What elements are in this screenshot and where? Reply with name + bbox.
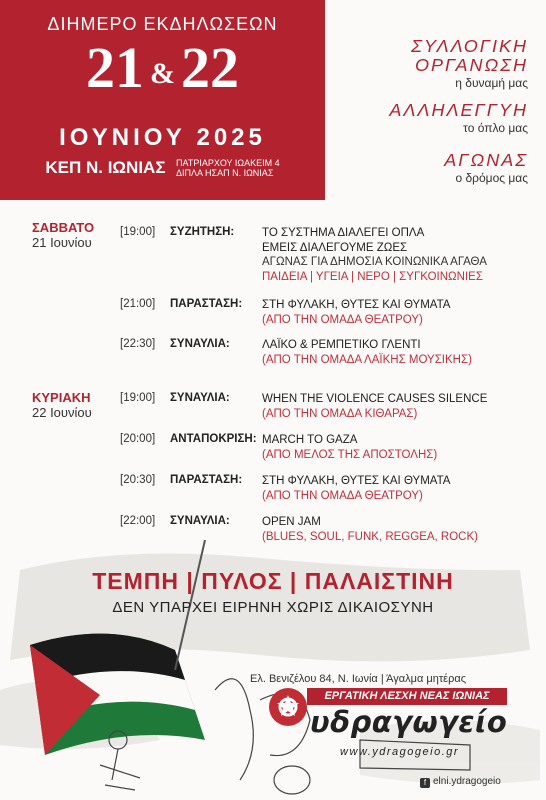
event-description: [262, 338, 472, 367]
event-time: [22:00]: [120, 515, 156, 527]
event-description: [262, 298, 450, 327]
website-link[interactable]: www.ydragogeio.gr: [340, 746, 460, 758]
event-kind: ΑΝΤΑΠΟΚΡΙΣΗ:: [170, 433, 257, 445]
slogan-solidarity: [389, 100, 528, 135]
slogan-struggle-sub: ο δρόμος μας: [455, 171, 528, 185]
date-ampersand: &: [150, 56, 175, 90]
slogan-struggle-title: ΑΓΩΝΑΣ: [444, 150, 528, 170]
event-kind: ΠΑΡΑΣΤΑΣΗ:: [170, 474, 243, 486]
slogan-solidarity-sub: το όπλο μας: [463, 121, 528, 135]
venue-name: ΚΕΠ Ν. ΙΩΝΙΑΣ: [45, 158, 166, 177]
event-kind: ΣΥΝΑΥΛΙΑ:: [170, 515, 230, 527]
club-address: Ελ. Βενιζέλου 84, Ν. Ιωνία | Άγαλμα μητέρας: [250, 673, 467, 685]
slogan-solidarity-title: ΑΛΛΗΛΕΓΓΥΗ: [389, 100, 528, 120]
event-time: [20:00]: [120, 433, 156, 445]
slogan-organization-title-2: ΟΡΓΑΝΩΣΗ: [414, 55, 528, 75]
event-kind: ΣΥΝΑΥΛΙΑ:: [170, 338, 230, 350]
date-day-2: 22: [181, 35, 239, 100]
facebook-handle-text: elni.ydragogeio: [433, 776, 501, 787]
day-date: 22 Ιουνίου: [32, 405, 92, 420]
slogan-struggle: [444, 150, 528, 185]
event-title: ΔΙΗΜΕΡΟ ΕΚΔΗΛΩΣΕΩΝ: [47, 14, 278, 34]
peace-slogan: ΔΕΝ ΥΠΑΡΧΕΙ ΕΙΡΗΝΗ ΧΩΡΙΣ ΔΙΚΑΙΟΣΥΝΗ: [112, 599, 434, 616]
event-kind: ΠΑΡΑΣΤΑΣΗ:: [170, 298, 243, 310]
event-title: ΣΤΗ ΦΥΛΑΚΗ, ΘΥΤΕΣ ΚΑΙ ΘΥΜΑΤΑ: [262, 475, 451, 487]
club-name: ΕΡΓΑΤΙΚΗ ΛΕΣΧΗ ΝΕΑΣ ΙΩΝΙΑΣ: [307, 688, 507, 705]
event-performer: (ΑΠΟ ΤΗΝ ΟΜΑΔΑ ΘΕΑΤΡΟΥ): [262, 489, 423, 502]
event-performer: (ΑΠΟ ΤΗΝ ΟΜΑΔΑ ΚΙΘΑΡΑΣ): [262, 407, 418, 420]
date-day-1: 21: [86, 35, 144, 100]
day-saturday: [32, 220, 94, 250]
day-name: ΣΑΒΒΑΤΟ: [32, 220, 95, 235]
slogan-organization: [411, 36, 528, 90]
brand-logo-text: υδραγωγείο: [310, 705, 508, 739]
event-title: OPEN JAM: [262, 516, 321, 528]
date-banner: [0, 0, 325, 200]
event-title: WHEN THE VIOLENCE CAUSES SILENCE: [262, 393, 488, 405]
event-subtitle: ΑΓΩΝΑΣ ΓΙΑ ΔΗΜΟΣΙΑ ΚΟΙΝΩΝΙΚΑ ΑΓΑΘΑ: [262, 256, 487, 268]
day-name: ΚΥΡΙΑΚΗ: [32, 390, 91, 405]
event-kind: ΣΥΖΗΤΗΣΗ:: [170, 226, 235, 238]
facebook-handle[interactable]: [420, 776, 501, 788]
venue-address: [176, 158, 280, 178]
event-title: ΤΟ ΣΥΣΤΗΜΑ ΔΙΑΛΕΓΕΙ ΟΠΛΑ: [262, 227, 425, 239]
places-slogan: ΤΕΜΠΗ | ΠΥΛΟΣ | ΠΑΛΑΙΣΤΙΝΗ: [92, 568, 454, 594]
slogan-organization-sub: η δυναμή μας: [455, 76, 528, 90]
event-performer: (ΑΠΟ ΜΕΛΟΣ ΤΗΣ ΑΠΟΣΤΟΛΗΣ): [262, 448, 438, 461]
day-date: 21 Ιουνίου: [32, 235, 92, 250]
event-topics: ΠΑΙΔΕΙΑ | ΥΓΕΙΑ | ΝΕΡΟ | ΣΥΓΚΟΙΝΩΝΙΕΣ: [262, 270, 483, 283]
day-sunday: [32, 390, 92, 420]
event-time: [21:00]: [120, 298, 156, 310]
event-performer: (ΑΠΟ ΤΗΝ ΟΜΑΔΑ ΛΑΪΚΗΣ ΜΟΥΣΙΚΗΣ): [262, 353, 472, 366]
event-description: [262, 433, 437, 462]
event-time: [22:30]: [120, 338, 156, 350]
venue-address-line-2: ΔΙΠΛΑ ΗΣΑΠ Ν. ΙΩΝΙΑΣ: [175, 168, 274, 178]
event-performer: (ΑΠΟ ΤΗΝ ΟΜΑΔΑ ΘΕΑΤΡΟΥ): [262, 313, 423, 326]
slogan-organization-title-1: ΣΥΛΛΟΓΙΚΗ: [411, 36, 528, 56]
event-performer: (BLUES, SOUL, FUNK, REGGEA, ROCK): [262, 530, 478, 543]
event-time: [20:30]: [120, 474, 156, 486]
event-time: [19:00]: [120, 392, 156, 404]
event-kind: ΣΥΝΑΥΛΙΑ:: [170, 392, 230, 404]
event-title: ΣΤΗ ΦΥΛΑΚΗ, ΘΥΤΕΣ ΚΑΙ ΘΥΜΑΤΑ: [262, 299, 451, 311]
facebook-icon: f: [420, 778, 430, 788]
event-description: [262, 226, 487, 284]
venue-address-line-1: ΠΑΤΡΙΑΡΧΟΥ ΙΩΑΚΕΙΜ 4: [175, 158, 280, 168]
venue: [0, 158, 325, 178]
event-title-2: ΕΜΕΙΣ ΔΙΑΛΕΓΟΥΜΕ ΖΩΕΣ: [262, 241, 408, 254]
event-time: [19:00]: [120, 226, 156, 238]
event-title: ΛΑΪΚΟ & ΡΕΜΠΕΤΙΚΟ ΓΛΕΝΤΙ: [262, 339, 421, 351]
event-description: [262, 392, 487, 421]
star-gear-icon: [269, 688, 307, 726]
month-year: ΙΟΥΝΙΟΥ 2025: [59, 124, 266, 151]
event-description: [262, 474, 450, 503]
event-dates: [0, 35, 325, 104]
event-title: MARCH TO GAZA: [262, 434, 358, 446]
